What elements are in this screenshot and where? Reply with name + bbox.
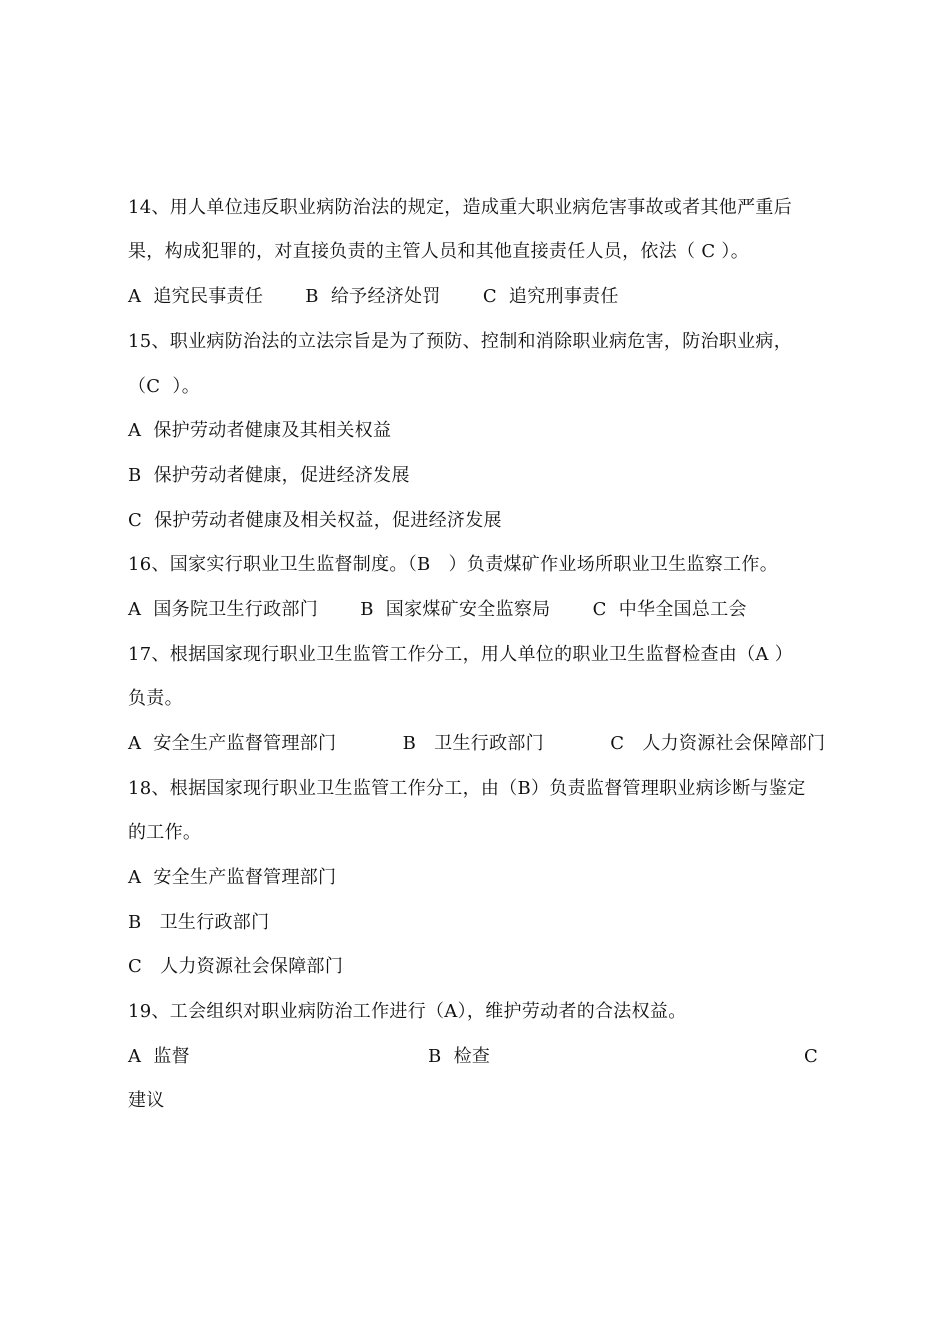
question-16-options: A 国务院卫生行政部门 B 国家煤矿安全监察局 C 中华全国总工会 [128,599,747,620]
question-15-line-2: （C ）。 [128,376,201,397]
question-18-option-c: C 人力资源社会保障部门 [128,956,344,977]
question-15-option-b: B 保护劳动者健康，促进经济发展 [128,465,410,486]
question-15-line-1: 15、职业病防治法的立法宗旨是为了预防、控制和消除职业病危害，防治职业病， [128,331,793,352]
question-18-option-a: A 安全生产监督管理部门 [128,867,337,888]
question-15-option-c: C 保护劳动者健康及相关权益，促进经济发展 [128,510,502,531]
question-18-line-2: 的工作。 [128,822,202,843]
question-14-options: A 追究民事责任 B 给予经济处罚 C 追究刑事责任 [128,286,619,307]
question-17-line-1: 17、根据国家现行职业卫生监管工作分工，用人单位的职业卫生监督检查由（A ） [128,644,794,665]
question-19-option-c-letter: C [804,1046,819,1067]
question-19-line-1: 19、工会组织对职业病防治工作进行（A），维护劳动者的合法权益。 [128,1001,687,1022]
question-15-option-a: A 保护劳动者健康及其相关权益 [128,420,392,441]
question-17-line-2: 负责。 [128,688,183,709]
question-14-line-1: 14、用人单位违反职业病防治法的规定，造成重大职业病危害事故或者其他严重后 [128,197,793,218]
question-18-option-b: B 卫生行政部门 [128,912,270,933]
question-19-option-a: A 监督 [128,1046,190,1067]
question-18-line-1: 18、根据国家现行职业卫生监管工作分工，由（B）负责监督管理职业病诊断与鉴定 [128,778,806,799]
question-14-line-2: 果，构成犯罪的，对直接负责的主管人员和其他直接责任人员，依法（ C ）。 [128,241,750,262]
question-16-line-1: 16、国家实行职业卫生监督制度。（B ）负责煤矿作业场所职业卫生监察工作。 [128,554,778,575]
question-19-option-c-text: 建议 [128,1090,165,1111]
question-19-option-b: B 检查 [428,1046,491,1067]
question-17-options: A 安全生产监督管理部门 B 卫生行政部门 C 人力资源社会保障部门 [128,733,826,754]
